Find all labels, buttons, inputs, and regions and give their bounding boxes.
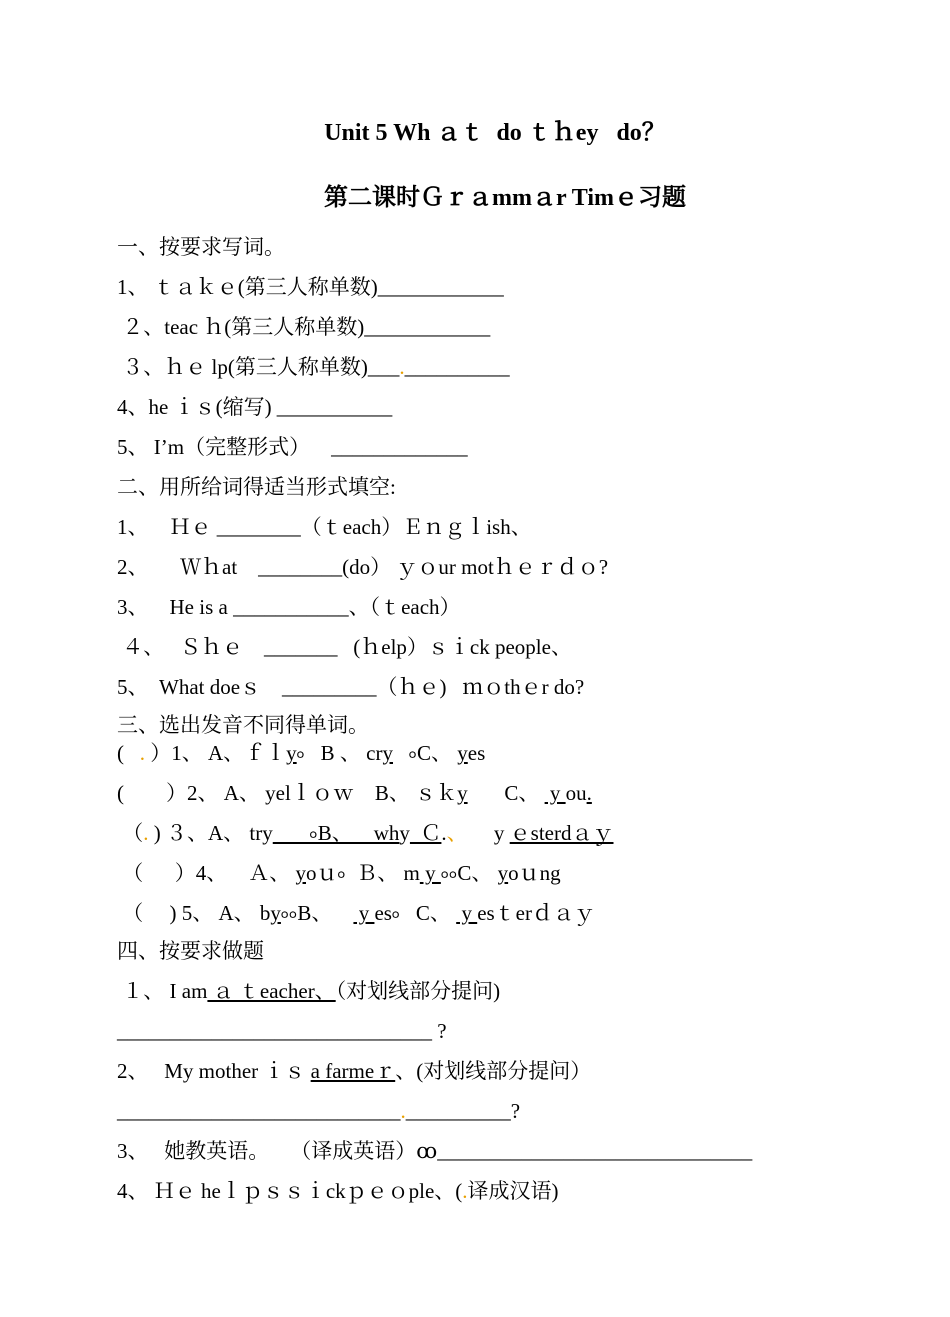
s3-q4-part: （ ）4、 Ａ、 [117, 861, 296, 885]
s3-q5-part: y [270, 901, 281, 925]
s3-q4-part: y [497, 861, 509, 885]
section-3-heading [117, 712, 369, 738]
s3-q4-part: ৹৹C、 [440, 861, 498, 885]
s4-q3-part: 3、 她教英语。 （译成英语）ꝏ______________________________ [117, 1139, 753, 1163]
s3-q1-part: y [286, 741, 297, 765]
s2-q4 [117, 634, 572, 660]
s3-q3-part: y [262, 821, 273, 845]
s1-q2 [117, 314, 490, 340]
section-1-heading [117, 234, 285, 260]
s4-q1-answer-part: ______________________________ ? [117, 1019, 447, 1043]
s3-q3-part: ｅsterdａｙ [509, 821, 614, 845]
s3-q1-part: ৹ B 、 cr [296, 741, 383, 765]
s4-q1-part: １、 I am [117, 979, 208, 1003]
s3-q5-part: （ ) 5、 A、 b [117, 901, 271, 925]
s3-q4-part: y [295, 861, 306, 885]
s3-q3 [117, 820, 614, 846]
s4-q2-answer-part: __________? [405, 1099, 521, 1123]
s3-q5-part: esｔerｄａｙ [477, 901, 595, 925]
s1-q1 [117, 274, 504, 300]
s2-q4-part: ４、 Ｓｈｅ _______ (ｈelp）ｓｉck people、 [117, 635, 572, 659]
s4-q2-part: 、(对划线部分提问） [395, 1059, 592, 1083]
s1-q2-part: ２、teac ｈ(第三人称单数)____________ [117, 315, 491, 339]
s3-q3-part: ৹B、 wh [272, 821, 400, 845]
s3-q1-part: ৹C、 [393, 741, 458, 765]
s1-q1-part: 1、 ｔａｋｅ(第三人称单数)____________ [117, 275, 504, 299]
section-3-heading-part: 三、选出发音不同得单词。 [117, 713, 369, 737]
s3-q2-part: y [544, 781, 566, 805]
s4-q1-part: ａ ｔeacher、 [207, 979, 336, 1003]
s2-q5 [117, 674, 584, 700]
section-2-heading [117, 474, 396, 500]
s3-q3-part: . [143, 821, 149, 845]
s3-q5-part: y [456, 901, 478, 925]
s4-q1 [117, 978, 500, 1004]
section-4-heading-part: 四、按要求做题 [117, 939, 264, 963]
s3-q3-part: ) ３、A、 tr [148, 821, 263, 845]
s3-q3-part: （ [117, 821, 144, 845]
s1-q5-part: 5、 I’m（完整形式） _____________ [117, 435, 468, 459]
s1-q4 [117, 394, 392, 420]
s1-q3 [117, 354, 510, 380]
s2-q1 [117, 514, 532, 540]
s4-q1-answer [117, 1018, 447, 1044]
s1-q5 [117, 434, 468, 460]
s2-q2 [117, 554, 608, 580]
section-1-heading-part: 一、按要求写词。 [117, 235, 285, 259]
s3-q5-part: ৹৹B、 [280, 901, 354, 925]
s4-q3 [117, 1138, 752, 1164]
s3-q2 [117, 780, 592, 806]
s1-q3-part: ３、ｈｅ lp(第三人称单数)___ [117, 355, 400, 379]
s2-q5-part: 5、 What doeｓ _________（ｈｅ) ｍｏthｅr do? [117, 675, 585, 699]
s3-q4-part: oｕ৹ Ｂ、 m [306, 861, 420, 885]
s3-q2-part: y [265, 781, 276, 805]
s2-q3 [117, 594, 461, 620]
s4-q4-part: 4、 Ｈｅ heｌｐｓｓｉckｐｅｏple、( [117, 1179, 463, 1203]
s4-q2-part: 2、 My mother ｉｓ [117, 1059, 311, 1083]
s4-q4-part: . [462, 1179, 468, 1203]
s3-q2-part: . [586, 781, 592, 805]
s3-q2-part: C、 [467, 781, 545, 805]
s3-q4-part: y [419, 861, 441, 885]
s4-q2 [117, 1058, 591, 1084]
s3-q3-part: Ｃ [409, 821, 442, 845]
s4-q1-part: （对划线部分提问) [335, 979, 501, 1003]
s3-q1-part: y [457, 741, 468, 765]
worksheet-title: Unit 5 Wh ａｔ do ｔｈey do？ [324, 120, 666, 146]
s3-q3-part: y [399, 821, 410, 845]
s2-q1-part: 1、 Ｈｅ ________（ｔeach）Ｅｎｇｌish、 [117, 515, 532, 539]
s4-q2-part: a farmeｒ [310, 1059, 396, 1083]
s3-q3-part: 、 [446, 821, 489, 845]
s3-q1-part: ( [117, 741, 140, 765]
s3-q2-part: ( ）2、 A、 [117, 781, 266, 805]
s3-q1-part: y [382, 741, 393, 765]
s3-q5-part: es৹ C、 [374, 901, 457, 925]
s1-q3-part: . [399, 355, 405, 379]
s3-q2-part: y [457, 781, 468, 805]
section-2-heading-part: 二、用所给词得适当形式填空: [117, 475, 396, 499]
s3-q2-part: elｌｏｗ B、 ｓｋ [275, 781, 458, 805]
s4-q4-part: 译成汉语) [467, 1179, 559, 1203]
s4-q2-answer-part: ___________________________ [117, 1099, 401, 1123]
s3-q5-part: y [353, 901, 375, 925]
s2-q3-part: 3、 He is a ___________、（ｔeach） [117, 595, 461, 619]
s3-q3-part: y [488, 821, 510, 845]
s4-q2-answer [117, 1098, 520, 1124]
s4-q2-answer-part: . [400, 1099, 406, 1123]
s3-q5 [117, 900, 595, 926]
s3-q1-part: ）1、 A、ｆｌ [145, 741, 287, 765]
s3-q4-part: oｕng [508, 861, 561, 885]
s1-q3-part: __________ [404, 355, 510, 379]
s3-q3-part: . [441, 821, 447, 845]
s1-q4-part: 4、he ｉｓ(缩写) ___________ [117, 395, 393, 419]
s3-q1-part: es [467, 741, 486, 765]
s4-q4 [117, 1178, 559, 1204]
s2-q2-part: 2、 Ｗｈat ________(do） ｙｏur motｈｅｒｄｏ? [117, 555, 609, 579]
s3-q1-part: . [139, 741, 145, 765]
s3-q4 [117, 860, 561, 886]
s3-q1 [117, 740, 485, 766]
worksheet-subtitle: 第二课时Ｇｒａmmａr Timｅ习题 [323, 185, 686, 211]
s3-q2-part: ou [565, 781, 587, 805]
section-4-heading [117, 938, 264, 964]
